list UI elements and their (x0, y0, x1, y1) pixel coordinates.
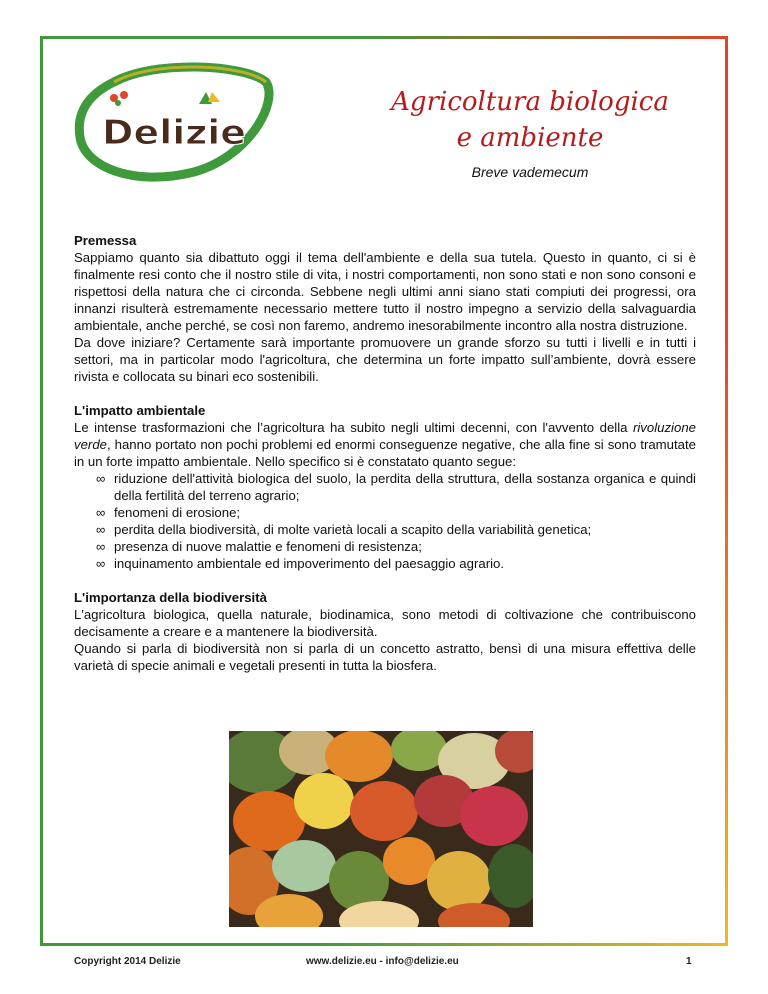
impatto-text-b: , hanno portato non pochi problemi ed enormi conseguenze negative, che alla fine si sono tramutate in un forte impatto ambientale. Nello specifico si è constatato quanto segue: (74, 437, 696, 469)
page-number: 1 (686, 956, 692, 967)
list-item: ∞ presenza di nuove malattie e fenomeni di resistenza; (96, 539, 422, 554)
list-item: ∞ inquinamento ambientale ed impoverimento del paesaggio agrario. (96, 556, 505, 571)
frame-top-border (40, 36, 728, 39)
document-title (330, 84, 730, 156)
section-heading-premessa: Premessa (74, 233, 137, 248)
biodiversita-paragraph-2: Quando si parla di biodiversità non si parla di un concetto astratto, bensì di una misura effettiva delle varietà di specie animali e vegetali presenti in tutta la biosfera. (74, 641, 696, 673)
title-line-1: Agricoltura biologica (391, 87, 669, 117)
footer-copyright: Copyright 2014 Delizie (74, 956, 181, 967)
impatto-text-italic: rivoluzione verde (74, 420, 696, 452)
document-body (74, 232, 696, 674)
logo-text: Delizie (102, 113, 246, 153)
infinity-bullet-icon: ∞ (96, 556, 106, 571)
list-item: ∞ riduzione dell'attività biologica del suolo, la perdita della struttura, della sostanza organica e quindi della fertilità del terreno agrario; (96, 471, 696, 503)
gourds-photo (229, 731, 533, 927)
document-subtitle: Breve vademecum (471, 164, 589, 180)
list-item: ∞ fenomeni di erosione; (96, 505, 241, 520)
infinity-bullet-icon: ∞ (96, 522, 106, 537)
section-heading-impatto: L'impatto ambientale (74, 403, 206, 418)
section-heading-biodiversita: L'importanza della biodiversità (74, 590, 267, 605)
premessa-paragraph-2: Da dove iniziare? Certamente sarà importante promuovere un grande sforzo su tutti i livelli e in tutti i settori, ma in particolar modo l'agricoltura, che determina un forte impatto sull’ambiente, dovrà essere rivista e collocata su binari eco sostenibili. (74, 335, 696, 384)
biodiversita-paragraph-1: L'agricoltura biologica, quella naturale, biodinamica, sono metodi di coltivazione che contribuiscono decisamente a creare e a mantenere la biodiversità. (74, 607, 696, 639)
impatto-bullet-list (74, 470, 696, 572)
title-line-2: e ambiente (456, 123, 604, 153)
infinity-bullet-icon: ∞ (96, 471, 106, 486)
list-item: ∞ perdita della biodiversità, di molte varietà locali a scapito della variabilità genetica; (96, 522, 592, 537)
infinity-bullet-icon: ∞ (96, 505, 106, 520)
delizie-logo (74, 62, 274, 182)
infinity-bullet-icon: ∞ (96, 539, 106, 554)
frame-left-border (40, 36, 43, 946)
premessa-paragraph-1: Sappiamo quanto sia dibattuto oggi il tema dell'ambiente e della sua tutela. Questo in quanto, ci si è finalmente resi conto che il nostro stile di vita, i nostri comportamenti, non sono stati e non sono consoni e rispettosi della natura che ci circonda. Sebbene negli ultimi anni siano stati compiuti dei progressi, ora innanzi risulterà estremamente necessario mettere tutto il nostro impegno a servizio della salvaguardia ambientale, anche perché, se così non faremo, andremo inesorabilmente incontro alla nostra distruzione. (74, 250, 696, 333)
frame-bottom-border (40, 943, 728, 946)
impatto-text-a: Le intense trasformazioni che l’agricoltura ha subito negli ultimi decenni, con l'avvento della (74, 420, 633, 435)
impatto-paragraph-1 (74, 419, 696, 470)
footer-contact: www.delizie.eu - info@delizie.eu (306, 956, 459, 967)
